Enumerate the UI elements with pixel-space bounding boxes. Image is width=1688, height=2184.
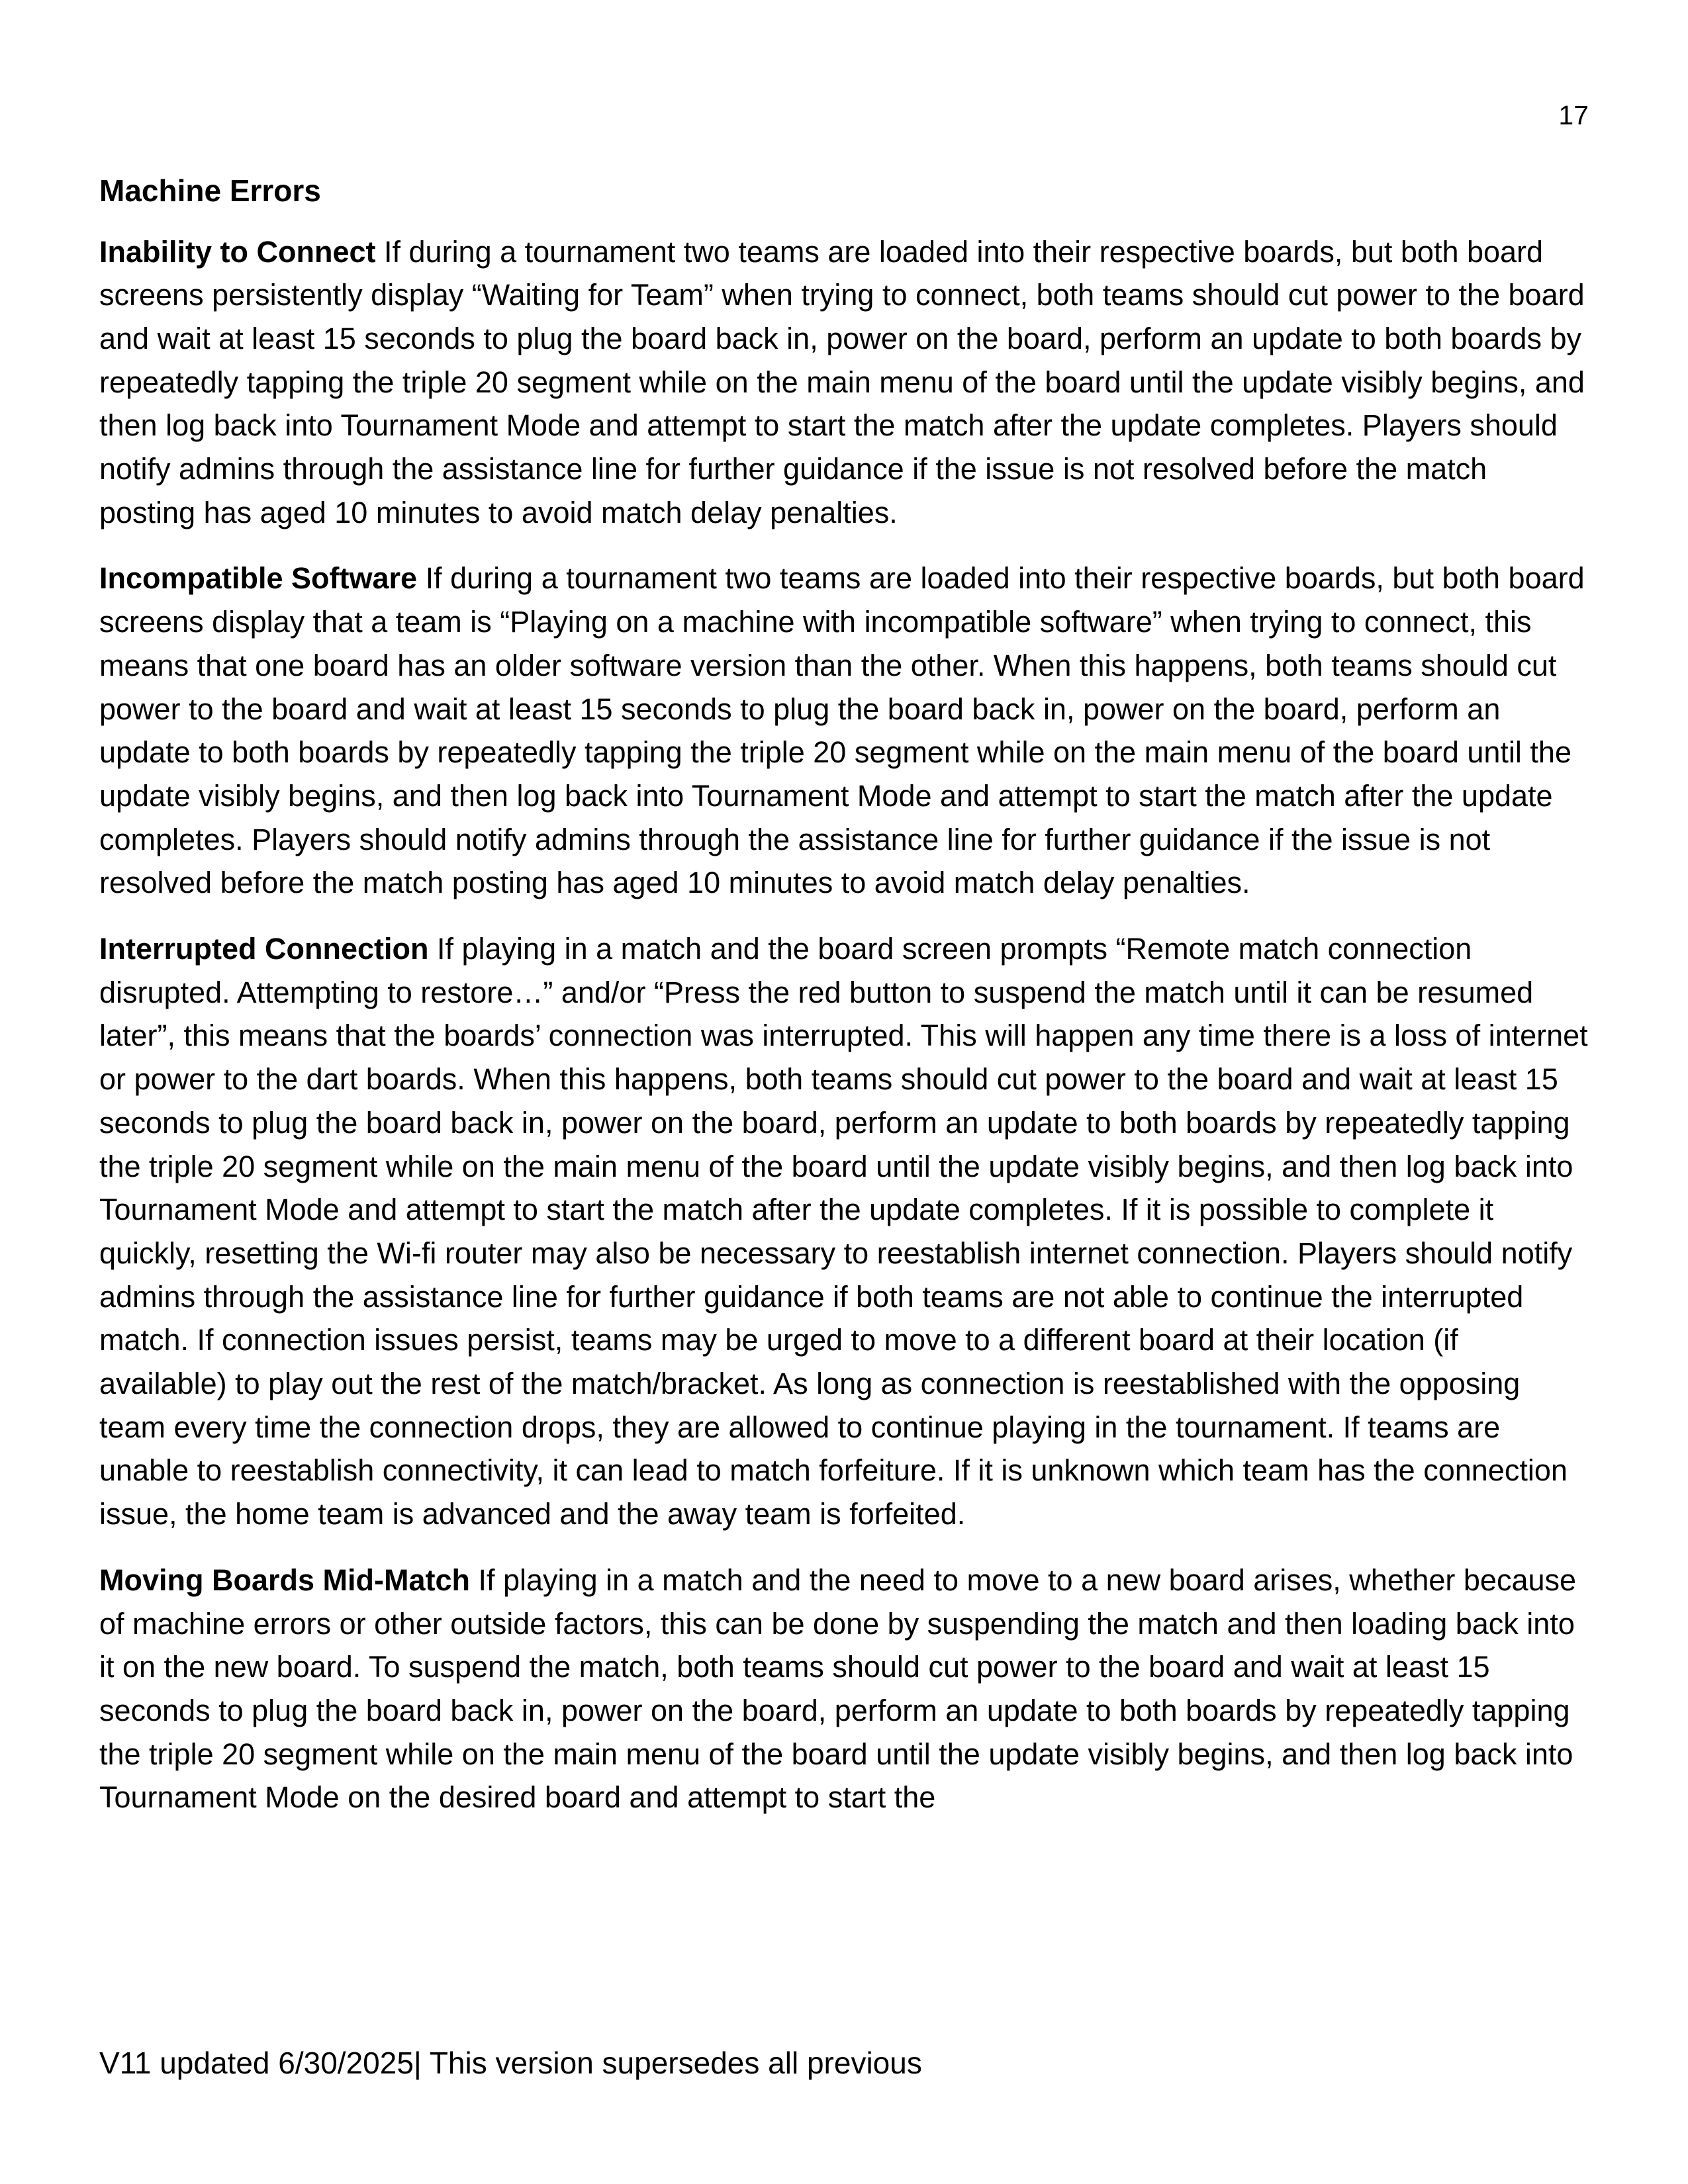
document-body <box>99 172 1589 1842</box>
paragraph-body: If playing in a match and the board screen prompts “Remote match connection disrupted. Attempting to restore…” and/or “Press the red button to suspend the match until it can be resumed later”, this means that the boards’ connection was interrupted. This will happen any time there is a loss of internet or power to the dart boards. When this happens, both teams should cut power to the board and wait at least 15 seconds to plug the board back in, power on the board, perform an update to both boards by repeatedly tapping the triple 20 segment while on the main menu of the board until the update visibly begins, and then log back into Tournament Mode and attempt to start the match after the update completes. If it is possible to complete it quickly, resetting the Wi-fi router may also be necessary to reestablish internet connection. Players should notify admins through the assistance line for further guidance if both teams are not able to continue the interrupted match. If connection issues persist, teams may be urged to move to a different board at their location (if available) to play out the rest of the match/bracket. As long as connection is reestablished with the opposing team every time the connection drops, they are allowed to continue playing in the tournament. If teams are unable to reestablish connectivity, it can lead to match forfeiture. If it is unknown which team has the connection issue, the home team is advanced and the away team is forfeited. <box>99 932 1588 1531</box>
inability-to-connect-paragraph <box>99 230 1589 535</box>
incompatible-software-paragraph <box>99 557 1589 905</box>
paragraph-body: If during a tournament two teams are loaded into their respective boards, but both board screens persistently display “Waiting for Team” when trying to connect, both teams should cut power to the board and wait at least 15 seconds to plug the board back in, power on the board, perform an update to both boards by repeatedly tapping the triple 20 segment while on the main menu of the board until the update visibly begins, and then log back into Tournament Mode and attempt to start the match after the update completes. Players should notify admins through the assistance line for further guidance if the issue is not resolved before the match posting has aged 10 minutes to avoid match delay penalties. <box>99 234 1585 529</box>
paragraph-title: Interrupted Connection <box>99 932 429 966</box>
interrupted-connection-paragraph <box>99 927 1589 1536</box>
paragraph-body: If playing in a match and the need to move to a new board arises, whether because of machine errors or other outside factors, this can be done by suspending the match and then loading back into it on the new board. To suspend the match, both teams should cut power to the board and wait at least 15 seconds to plug the board back in, power on the board, perform an update to both boards by repeatedly tapping the triple 20 segment while on the main menu of the board until the update visibly begins, and then log back into Tournament Mode on the desired board and attempt to start the <box>99 1563 1577 1815</box>
paragraph-body: If during a tournament two teams are loaded into their respective boards, but both board screens display that a team is “Playing on a machine with incompatible software” when trying to connect, this means that one board has an older software version than the other. When this happens, both teams should cut power to the board and wait at least 15 seconds to plug the board back in, power on the board, perform an update to both boards by repeatedly tapping the triple 20 segment while on the main menu of the board until the update visibly begins, and then log back into Tournament Mode and attempt to start the match after the update completes. Players should notify admins through the assistance line for further guidance if the issue is not resolved before the match posting has aged 10 minutes to avoid match delay penalties. <box>99 561 1585 900</box>
page-number: 17 <box>1558 100 1589 130</box>
section-heading: Machine Errors <box>99 173 321 208</box>
paragraph-title: Incompatible Software <box>99 561 418 596</box>
paragraph-title: Moving Boards Mid-Match <box>99 1563 470 1597</box>
paragraph-title: Inability to Connect <box>99 234 376 269</box>
page-footer: V11 updated 6/30/2025| This version supersedes all previous <box>99 2046 922 2080</box>
moving-boards-paragraph <box>99 1559 1589 1819</box>
